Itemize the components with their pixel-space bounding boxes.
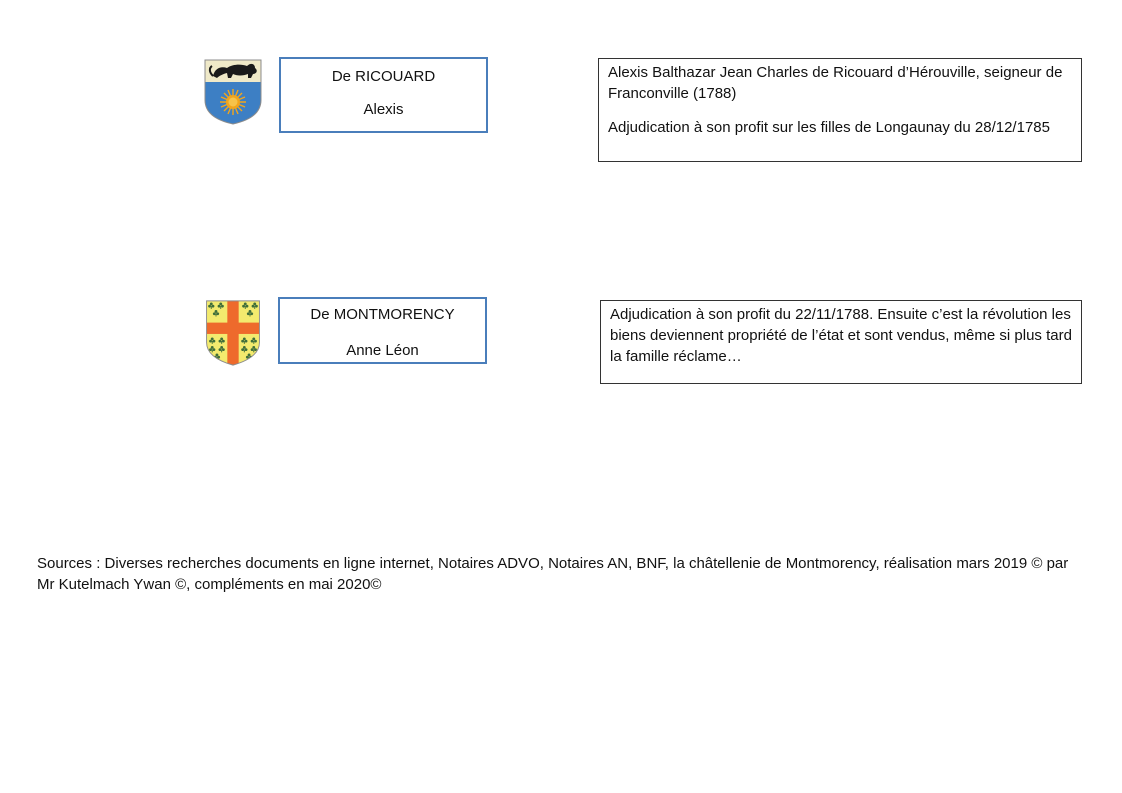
montmorency-coat-of-arms-icon: [203, 299, 263, 367]
ricouard-coat-of-arms-icon: [203, 58, 263, 126]
notes-box-montmorency: [600, 300, 1082, 384]
note-text: Adjudication à son profit sur les filles de Longaunay du 28/12/1785: [608, 119, 1050, 136]
notes-box-ricouard: [598, 58, 1082, 162]
note-text: Alexis Balthazar Jean Charles de Ricouard d’Hérouville, seigneur de Franconville (1788): [608, 64, 1063, 102]
family-name: De MONTMORENCY: [310, 306, 455, 323]
name-box-montmorency: [278, 297, 487, 364]
given-name: Anne Léon: [346, 342, 419, 359]
note-text: Adjudication à son profit du 22/11/1788. Ensuite c’est la révolution les biens deviennent propriété de l’état et sont vendus, même si plus tard la famille réclame…: [610, 306, 1072, 365]
family-name: De RICOUARD: [331, 68, 436, 85]
sources-text: Sources : Diverses recherches documents en ligne internet, Notaires ADVO, Notaires AN, BNF, la châtellenie de Montmorency, réalisation mars 2019 © par Mr Kutelmach Ywan ©, compléments en mai 2020©: [37, 555, 1069, 593]
name-box-ricouard: [279, 57, 488, 133]
given-name: Alexis: [363, 101, 404, 118]
